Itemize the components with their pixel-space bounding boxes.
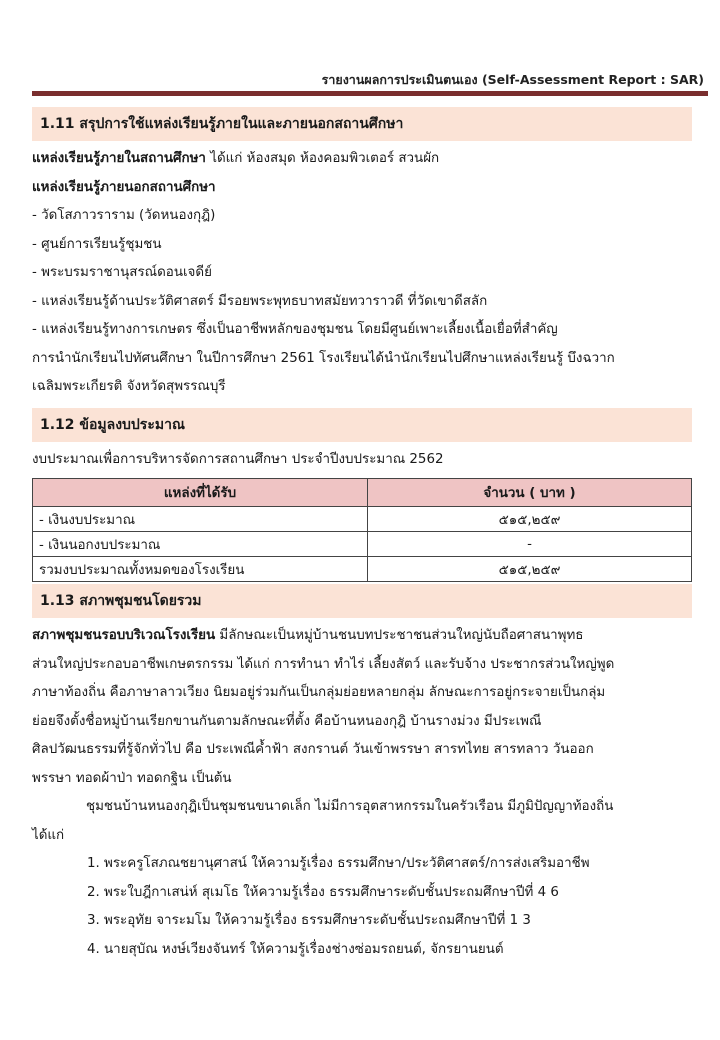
external-source-item: การนำนักเรียนไปทัศนศึกษา ในปีการศึกษา 2561 โรงเรียนได้นำนักเรียนไปศึกษาแหล่งเรียนรู้ บึงฉวาก xyxy=(32,350,615,366)
budget-amount-cell: ๕๑๕,๒๕๙ xyxy=(368,557,692,582)
external-source-item: - แหล่งเรียนรู้ทางการเกษตร ซึ่งเป็นอาชีพหลักของชุมชน โดยมีศูนย์เพาะเลี้ยงเนื้อเยื่อที่สำคัญ xyxy=(32,322,558,337)
community-line: ย่อยจึงตั้งชื่อหมู่บ้านเรียกขานกันตามลักษณะที่ตั้ง คือบ้านหนองกุฎิ บ้านรางม่วง มีประเพณี xyxy=(32,713,542,729)
external-sources-label: แหล่งเรียนรู้ภายนอกสถานศึกษา xyxy=(32,179,216,195)
table-row xyxy=(33,532,692,557)
community-text: มีลักษณะเป็นหมู่บ้านชนบทประชาชนส่วนใหญ่นับถือศาสนาพุทธ xyxy=(215,628,584,643)
section-title-1-13: 1.13 สภาพชุมชนโดยรวม xyxy=(32,584,692,618)
community-lead-label: สภาพชุมชนรอบบริเวณโรงเรียน xyxy=(32,628,216,643)
wisdom-list-item: 2. พระใบฎีกาเสน่ห์ สุเมโธ ให้ความรู้เรื่อง ธรรมศึกษาระดับชั้นประถมศึกษาปีที่ 4 6 xyxy=(87,884,559,900)
community-line: พรรษา ทอดผ้าป่า ทอดกฐิน เป็นต้น xyxy=(32,770,232,786)
wisdom-list-item: 4. นายสุบัณ หงษ์เวียงจันทร์ ให้ความรู้เรื่องช่างซ่อมรถยนต์, จักรยานยนต์ xyxy=(87,941,504,957)
internal-sources-line xyxy=(32,145,692,174)
table-row xyxy=(33,507,692,532)
external-source-item: - แหล่งเรียนรู้ด้านประวัติศาสตร์ มีรอยพระพุทธบาทสมัยทวาราวดี ที่วัดเขาดีสลัก xyxy=(32,293,488,309)
table-header-row xyxy=(33,479,692,507)
community-line: ส่วนใหญ่ประกอบอาชีพเกษตรกรรม ได้แก่ การทำนา ทำไร่ เลี้ยงสัตว์ และรับจ้าง ประชากรส่วนใหญ่พูด xyxy=(32,656,615,672)
external-source-item: - พระบรมราชานุสรณ์ดอนเจดีย์ xyxy=(32,265,212,280)
community-line xyxy=(32,622,692,651)
section-title-1-11: 1.11 สรุปการใช้แหล่งเรียนรู้ภายในและภายนอกสถานศึกษา xyxy=(32,107,692,141)
budget-intro: งบประมาณเพื่อการบริหารจัดการสถานศึกษา ประจำปีงบประมาณ 2562 xyxy=(32,451,444,467)
community-para2-line: ชุมชนบ้านหนองกุฎิเป็นชุมชนขนาดเล็ก ไม่มีการอุตสาหกรรมในครัวเรือน มีภูมิปัญญาท้องถิ่น xyxy=(86,799,614,814)
wisdom-list-item: 3. พระอุทัย จาระมโม ให้ความรู้เรื่อง ธรรมศึกษาระดับชั้นประถมศึกษาปีที่ 1 3 xyxy=(87,913,531,928)
budget-source-cell: รวมงบประมาณทั้งหมดของโรงเรียน xyxy=(33,557,368,582)
column-header-amount: จำนวน ( บาท ) xyxy=(368,479,692,507)
internal-sources-text: ได้แก่ ห้องสมุด ห้องคอมพิวเตอร์ สวนผัก xyxy=(205,151,440,166)
wisdom-list-item: 1. พระครูโสภณชยานุศาสน์ ให้ความรู้เรื่อง ธรรมศึกษา/ประวัติศาสตร์/การส่งเสริมอาชีพ xyxy=(87,856,590,871)
budget-amount-cell: ๕๑๕,๒๕๙ xyxy=(368,507,692,532)
internal-sources-label: แหล่งเรียนรู้ภายในสถานศึกษา xyxy=(32,151,206,166)
document-body xyxy=(32,107,692,964)
community-line: ศิลปวัฒนธรรมที่รู้จักทั่วไป คือ ประเพณีค้ำฟ้า สงกรานต์ วันเข้าพรรษา สารทไทย สารทลาว วันออก xyxy=(32,742,594,757)
header-rule xyxy=(32,91,708,96)
external-source-item: - ศูนย์การเรียนรู้ชุมชน xyxy=(32,236,162,252)
budget-amount-cell: - xyxy=(368,532,692,557)
report-header: รายงานผลการประเมินตนเอง (Self-Assessment Report : SAR) xyxy=(321,72,704,87)
community-para2-line: ได้แก่ xyxy=(32,827,65,843)
section-title-1-12: 1.12 ข้อมูลงบประมาณ xyxy=(32,408,692,442)
budget-source-cell: - เงินนอกงบประมาณ xyxy=(33,532,368,557)
community-line: ภาษาท้องถิ่น คือภาษาลาวเวียง นิยมอยู่ร่วมกันเป็นกลุ่มย่อยหลายกลุ่ม ลักษณะการอยู่กระจายเป็นกลุ่ม xyxy=(32,685,606,700)
table-row xyxy=(33,557,692,582)
column-header-source: แหล่งที่ได้รับ xyxy=(33,479,368,507)
budget-table xyxy=(32,478,692,582)
external-source-item: เฉลิมพระเกียรติ จังหวัดสุพรรณบุรี xyxy=(32,379,226,394)
external-source-item: - วัดโสภาวราราม (วัดหนองกุฎิ) xyxy=(32,208,216,223)
budget-source-cell: - เงินงบประมาณ xyxy=(33,507,368,532)
